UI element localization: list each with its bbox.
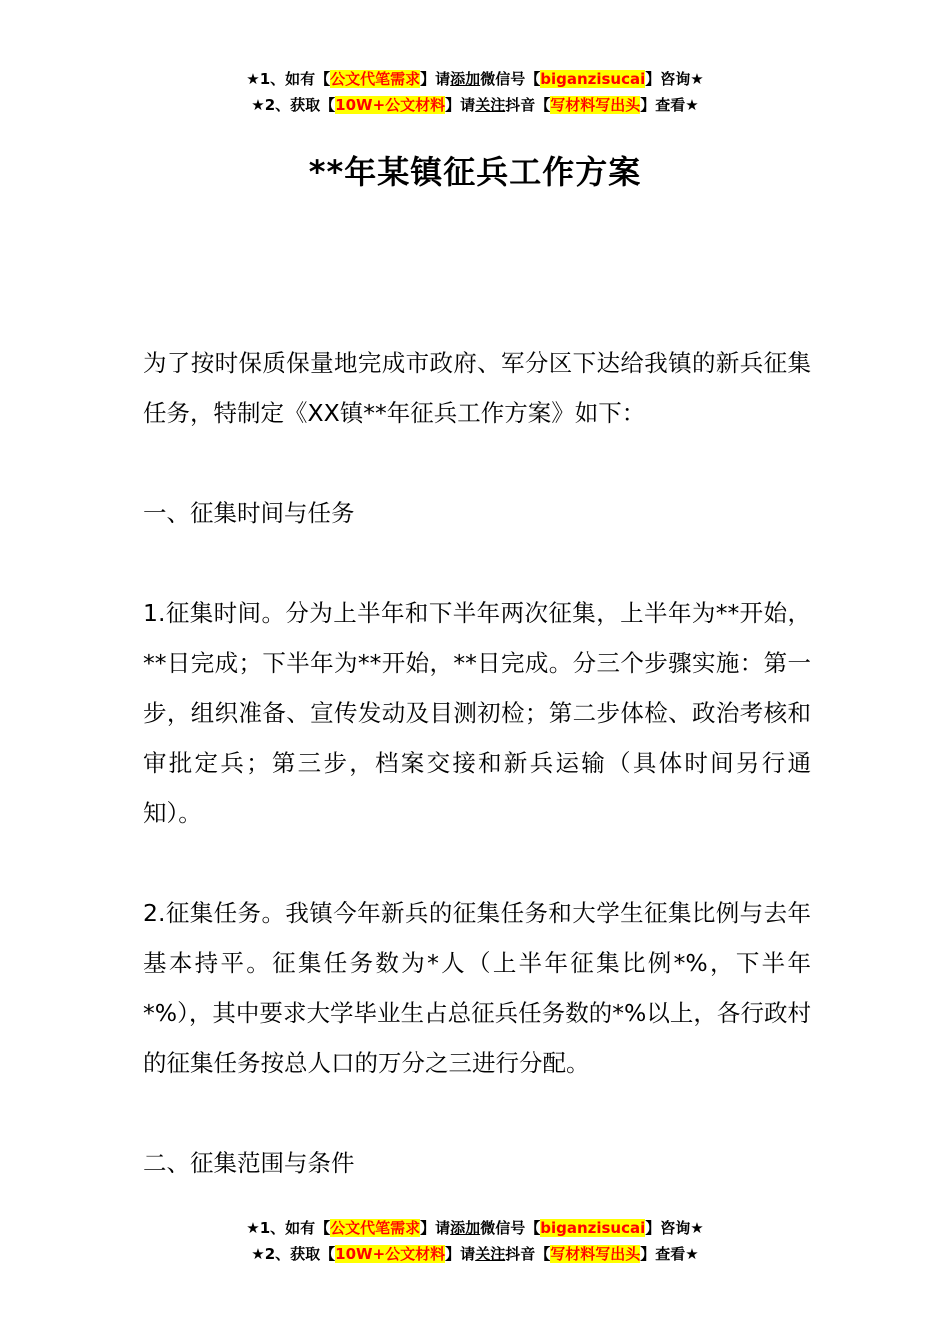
promo-text: 】查看: [640, 96, 686, 114]
promo-line-2: [0, 92, 950, 118]
promo-highlight: biganzisucai: [540, 70, 646, 88]
paragraph-item-1: 1.征集时间。分为上半年和下半年两次征集，上半年为**开始，**日完成；下半年为**开始，**日完成。分三个步骤实施：第一步，组织准备、宣传发动及目测初检；第二步体检、政治考核和审批定兵；第三步，档案交接和新兵运输（具体时间另行通知）。: [143, 599, 811, 827]
promo-underline: 关注: [475, 96, 506, 114]
star-icon: ★: [251, 96, 265, 114]
promo-text: 】查看: [640, 1245, 686, 1263]
promo-highlight: 写材料写出头: [550, 1245, 641, 1263]
promo-banner-top: [0, 66, 950, 118]
promo-highlight: 公文代笔需求: [330, 70, 421, 88]
promo-line-2: [0, 1241, 950, 1267]
promo-banner-bottom: [0, 1215, 950, 1267]
promo-text: 】咨询: [645, 70, 691, 88]
intro-paragraph: 为了按时保质保量地完成市政府、军分区下达给我镇的新兵征集任务，特制定《XX镇**年征兵工作方案》如下：: [143, 349, 811, 427]
section-heading-2: 二、征集范围与条件: [143, 1149, 355, 1177]
promo-text: 】请: [420, 70, 451, 88]
promo-text: 】请: [445, 96, 476, 114]
promo-text: 抖音【: [505, 96, 551, 114]
promo-text: 】请: [420, 1219, 451, 1237]
promo-underline: 添加: [450, 70, 481, 88]
promo-underline: 关注: [475, 1245, 506, 1263]
promo-text: 1、如有【: [259, 70, 331, 88]
document-body: [143, 338, 811, 1238]
promo-text: 微信号【: [480, 1219, 541, 1237]
promo-highlight: 公文代笔需求: [330, 1219, 421, 1237]
promo-line-1: [0, 66, 950, 92]
star-icon: ★: [685, 96, 699, 114]
star-icon: ★: [251, 1245, 265, 1263]
star-icon: ★: [246, 1219, 260, 1237]
promo-highlight: biganzisucai: [540, 1219, 646, 1237]
promo-highlight: 10W+公文材料: [335, 96, 446, 114]
promo-text: 2、获取【: [264, 96, 336, 114]
star-icon: ★: [690, 70, 704, 88]
promo-underline: 添加: [450, 1219, 481, 1237]
promo-text: 2、获取【: [264, 1245, 336, 1263]
promo-text: 微信号【: [480, 70, 541, 88]
document-title: **年某镇征兵工作方案: [308, 153, 642, 191]
promo-highlight: 10W+公文材料: [335, 1245, 446, 1263]
star-icon: ★: [685, 1245, 699, 1263]
star-icon: ★: [246, 70, 260, 88]
promo-text: 1、如有【: [259, 1219, 331, 1237]
paragraph-item-2: 2.征集任务。我镇今年新兵的征集任务和大学生征集比例与去年基本持平。征集任务数为*人（上半年征集比例*%，下半年*%），其中要求大学毕业生占总征兵任务数的*%以上，各行政村的征集任务按总人口的万分之三进行分配。: [143, 899, 811, 1077]
promo-line-1: [0, 1215, 950, 1241]
promo-text: 】请: [445, 1245, 476, 1263]
section-heading-1: 一、征集时间与任务: [143, 499, 355, 527]
promo-text: 抖音【: [505, 1245, 551, 1263]
promo-text: 】咨询: [645, 1219, 691, 1237]
star-icon: ★: [690, 1219, 704, 1237]
promo-highlight: 写材料写出头: [550, 96, 641, 114]
